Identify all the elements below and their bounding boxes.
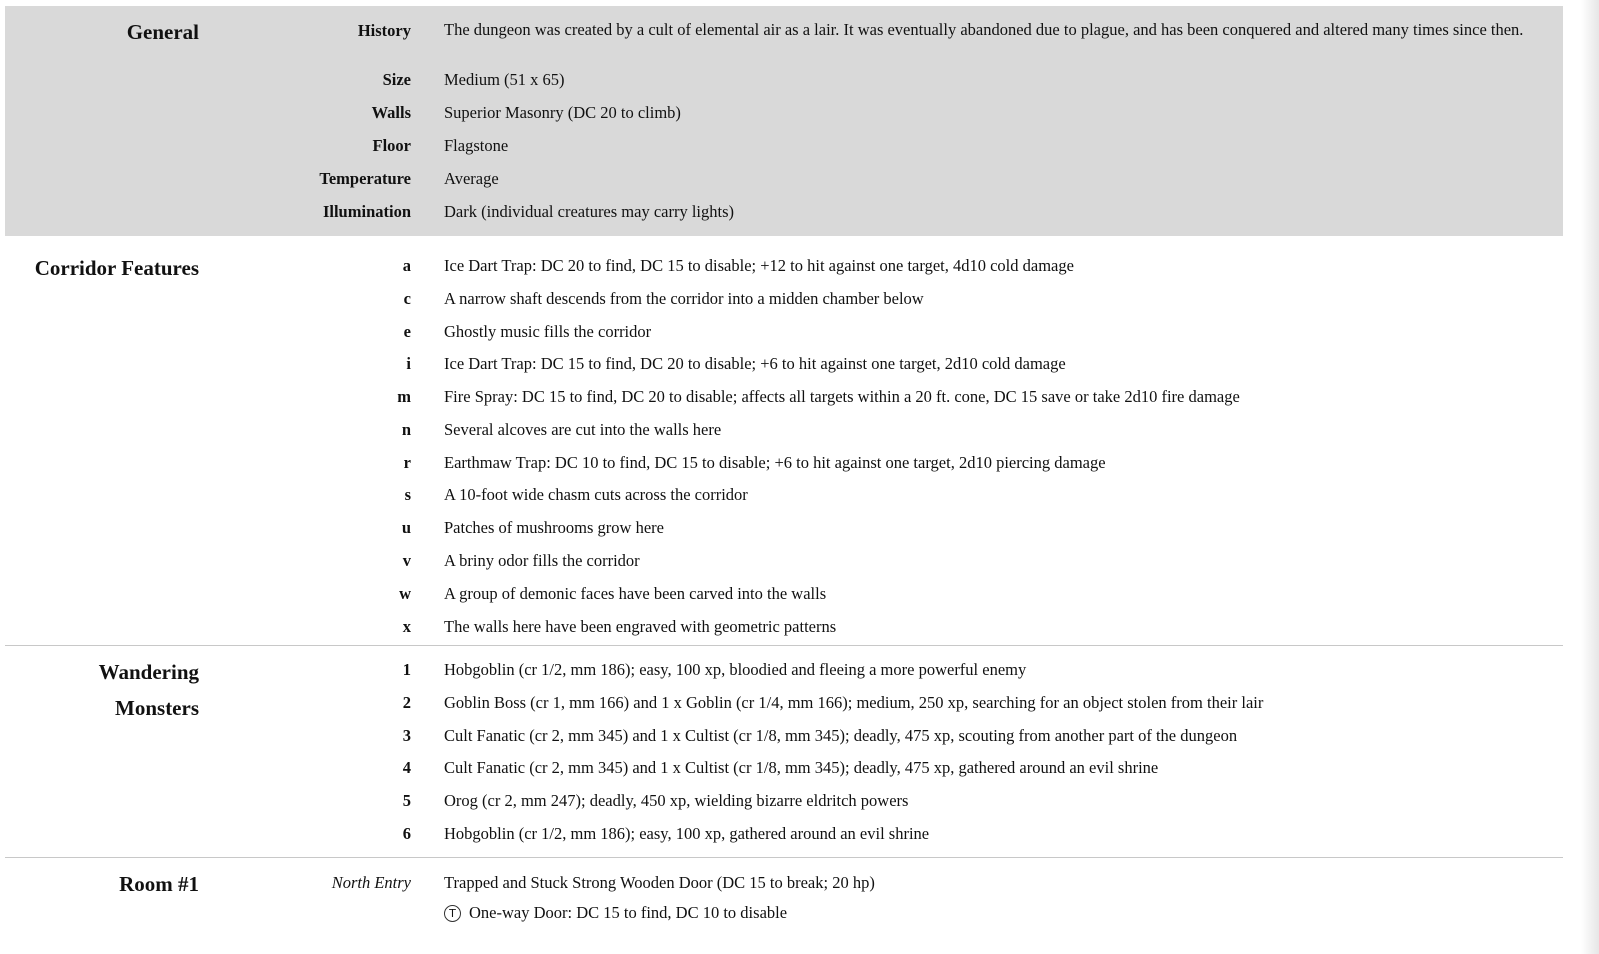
wandering-title-line1: Wandering <box>98 660 199 684</box>
row-value: Dark (individual creatures may carry lights) <box>444 202 735 221</box>
row-label: w <box>399 584 411 603</box>
room1-location-label: North Entry <box>331 873 411 892</box>
row-label: Walls <box>371 103 411 122</box>
row-label: 5 <box>402 791 411 810</box>
room1-section <box>5 858 1563 954</box>
row-label: History <box>357 21 411 40</box>
row-label: 2 <box>402 693 411 712</box>
room1-trap-value: One-way Door: DC 15 to find, DC 10 to disable <box>469 903 788 922</box>
trap-symbol-icon: T <box>444 905 461 922</box>
row-label: a <box>402 256 411 275</box>
row-value: A 10-foot wide chasm cuts across the corridor <box>444 485 748 504</box>
row-label: u <box>401 518 411 537</box>
row-label: x <box>402 617 411 636</box>
row-label: 1 <box>402 660 411 679</box>
wandering-title-line2: Monsters <box>115 696 199 720</box>
room1-trap-line <box>444 903 1534 923</box>
corridor-title: Corridor Features <box>34 256 199 280</box>
row-label: 6 <box>402 824 411 843</box>
row-label: r <box>403 453 411 472</box>
row-label: s <box>404 485 411 504</box>
row-label: v <box>402 551 411 570</box>
row-label: c <box>403 289 411 308</box>
row-value: Several alcoves are cut into the walls here <box>444 420 722 439</box>
corridor-section <box>5 236 1563 658</box>
row-label: Illumination <box>322 202 411 221</box>
row-value: The dungeon was created by a cult of elemental air as a lair. It was eventually abandoned due to plague, and has been conquered and altered many times since then. <box>444 20 1524 39</box>
row-value: Hobgoblin (cr 1/2, mm 186); easy, 100 xp, bloodied and fleeing a more powerful enemy <box>444 660 1027 679</box>
row-value: Cult Fanatic (cr 2, mm 345) and 1 x Cultist (cr 1/8, mm 345); deadly, 475 xp, gathered around an evil shrine <box>444 758 1159 777</box>
row-label: 4 <box>402 758 411 777</box>
row-value: Goblin Boss (cr 1, mm 166) and 1 x Goblin (cr 1/4, mm 166); medium, 250 xp, searching for an object stolen from their lair <box>444 693 1264 712</box>
room1-door-value: Trapped and Stuck Strong Wooden Door (DC 15 to break; 20 hp) <box>444 873 875 892</box>
row-label: Floor <box>372 136 411 155</box>
row-value: Hobgoblin (cr 1/2, mm 186); easy, 100 xp, gathered around an evil shrine <box>444 824 930 843</box>
page-edge-shadow <box>1581 0 1599 954</box>
general-section <box>5 6 1563 236</box>
row-label: Temperature <box>319 169 411 188</box>
row-value: Ice Dart Trap: DC 15 to find, DC 20 to disable; +6 to hit against one target, 2d10 cold damage <box>444 354 1066 373</box>
row-value: Average <box>444 169 499 188</box>
row-label: e <box>403 322 411 341</box>
row-value: Ice Dart Trap: DC 20 to find, DC 15 to disable; +12 to hit against one target, 4d10 cold damage <box>444 256 1074 275</box>
row-value: Flagstone <box>444 136 509 155</box>
row-value: Cult Fanatic (cr 2, mm 345) and 1 x Cultist (cr 1/8, mm 345); deadly, 475 xp, scouting from another part of the dungeon <box>444 726 1238 745</box>
row-label: m <box>397 387 411 406</box>
row-value: Ghostly music fills the corridor <box>444 322 652 341</box>
room1-title: Room #1 <box>119 872 199 896</box>
row-value: Medium (51 x 65) <box>444 70 565 89</box>
row-value: The walls here have been engraved with geometric patterns <box>444 617 837 636</box>
row-value: Patches of mushrooms grow here <box>444 518 664 537</box>
wandering-section <box>5 646 1563 858</box>
row-value: Orog (cr 2, mm 247); deadly, 450 xp, wielding bizarre eldritch powers <box>444 791 909 810</box>
row-value: Earthmaw Trap: DC 10 to find, DC 15 to disable; +6 to hit against one target, 2d10 piercing damage <box>444 453 1106 472</box>
row-label: 3 <box>402 726 411 745</box>
row-value: Fire Spray: DC 15 to find, DC 20 to disable; affects all targets within a 20 ft. cone, DC 15 save or take 2d10 fire damage <box>444 387 1240 406</box>
row-value: A group of demonic faces have been carved into the walls <box>444 584 827 603</box>
row-label: i <box>406 354 411 373</box>
general-title: General <box>126 20 199 44</box>
row-label: n <box>401 420 411 439</box>
row-label: Size <box>382 70 411 89</box>
row-value: Superior Masonry (DC 20 to climb) <box>444 103 681 122</box>
row-value: A briny odor fills the corridor <box>444 551 640 570</box>
row-value: A narrow shaft descends from the corridor into a midden chamber below <box>444 289 924 308</box>
